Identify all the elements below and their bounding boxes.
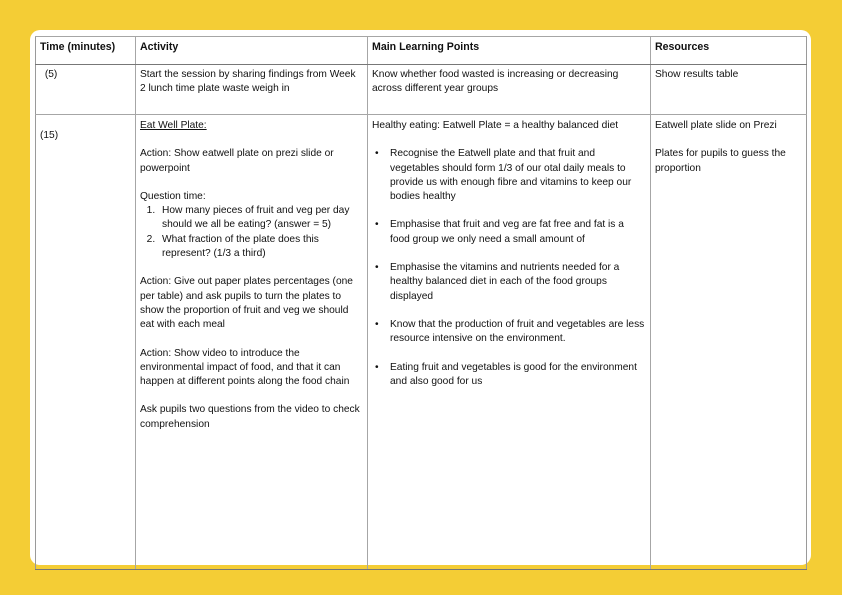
resource-item: Eatwell plate slide on Prezi <box>655 120 777 131</box>
time-cell: (5) <box>36 65 136 115</box>
activity-action: Action: Show eatwell plate on prezi slide or powerpoint <box>140 148 334 174</box>
header-activity: Activity <box>136 37 368 65</box>
question-label: Question time: <box>140 190 206 202</box>
learning-point-text: Emphasise that fruit and veg are fat free and fat is a food group we only need a small amount of <box>390 219 624 245</box>
resources-cell: Show results table <box>651 65 807 115</box>
lesson-plan-table <box>35 36 807 570</box>
bullet-icon: • <box>375 262 379 274</box>
learning-point-text: Know that the production of fruit and vegetables are less resource intensive on the environment. <box>390 318 645 345</box>
activity-action: Action: Show video to introduce the environmental impact of food, and that it can happen at different points along the food chain <box>140 347 350 388</box>
learning-cell: Know whether food wasted is increasing or decreasing across different year groups <box>368 65 651 115</box>
activity-closing: Ask pupils two questions from the video to check comprehension <box>140 404 360 430</box>
resources-cell <box>651 115 807 570</box>
time-cell: (15) <box>36 115 136 570</box>
learning-point <box>372 318 646 347</box>
activity-cell <box>136 115 368 570</box>
question-item: 1. How many pieces of fruit and veg per day should we all be eating? (answer = 5) <box>158 204 363 233</box>
learning-point <box>372 261 646 304</box>
table-row <box>36 115 807 570</box>
bullet-icon: • <box>375 148 379 160</box>
header-row <box>36 37 807 65</box>
bullet-icon: • <box>375 361 379 373</box>
bullet-icon: • <box>375 318 379 330</box>
learning-point <box>372 147 646 204</box>
question-item: 2. What fraction of the plate does this represent? (1/3 a third) <box>158 233 363 262</box>
activity-heading: Eat Well Plate: <box>140 120 207 131</box>
learning-point-text: Eating fruit and vegetables is good for the environment and also good for us <box>390 361 637 387</box>
learning-point-text: Recognise the Eatwell plate and that fruit and vegetables should form 1/3 of our otal daily meals to provide us with enough fibre and vitamins to keep our bodies healthy <box>390 148 632 203</box>
table-row <box>36 65 807 115</box>
header-time: Time (minutes) <box>36 37 136 65</box>
activity-action: Action: Give out paper plates percentages (one per table) and ask pupils to turn the plates to show the proportion of fruit and veg we should eat with each meal <box>140 276 353 331</box>
learning-intro: Healthy eating: Eatwell Plate = a healthy balanced diet <box>372 120 619 131</box>
activity-cell: Start the session by sharing findings from Week 2 lunch time plate waste weigh in <box>136 65 368 115</box>
bullet-icon: • <box>375 219 379 231</box>
header-learning-points: Main Learning Points <box>368 37 651 65</box>
learning-cell <box>368 115 651 570</box>
question-list <box>140 204 363 261</box>
header-resources: Resources <box>651 37 807 65</box>
resource-item: Plates for pupils to guess the proportion <box>655 148 786 174</box>
learning-point <box>372 361 646 390</box>
learning-points-list <box>372 147 646 389</box>
learning-point <box>372 218 646 247</box>
learning-point-text: Emphasise the vitamins and nutrients needed for a healthy balanced diet in each of the food groups displayed <box>390 262 620 302</box>
